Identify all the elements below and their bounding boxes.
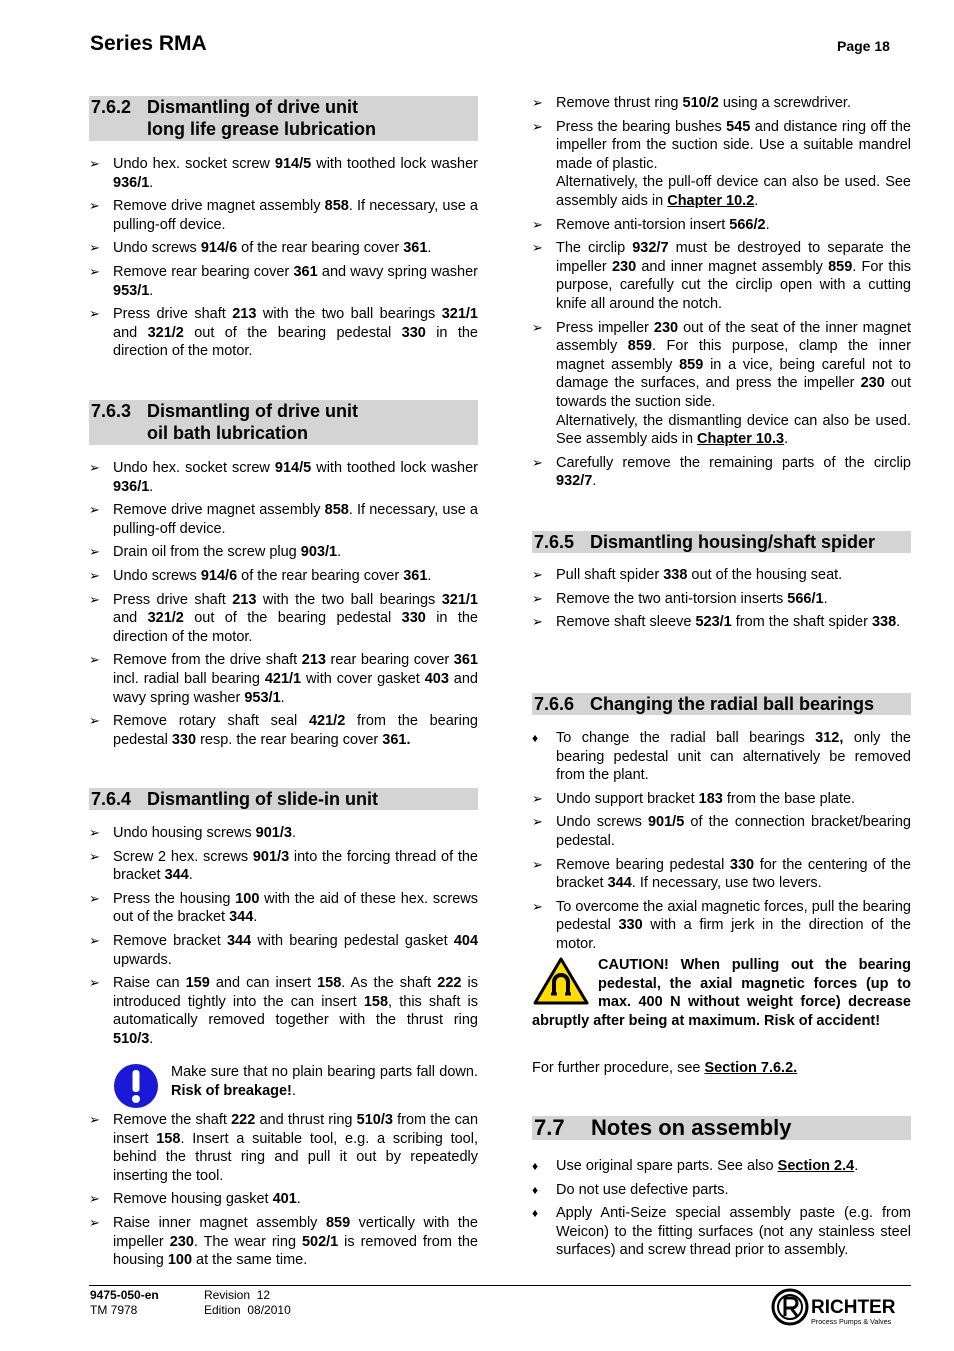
list-item: ➢ Undo screws 914/6 of the rear bearing cover 361. <box>89 567 432 584</box>
list-item: ➢ Remove bearing pedestal 330 for the centering of the bracket 344. If necessary, use two levers. <box>532 856 911 892</box>
cross-reference-link[interactable]: Section 7.6.2. <box>704 1060 798 1076</box>
arrow-bullet-icon: ➢ <box>89 713 100 729</box>
arrow-bullet-icon: ➢ <box>532 216 543 232</box>
list-item: ➢ The circlip 932/7 must be destroyed to separate the impeller 230 and inner magnet assembly 859. For this purpose, carefully cut the circlip open with a cutting knife all around the notch. <box>532 240 911 312</box>
edition-value: 08/2010 <box>247 1303 291 1317</box>
section-number: 7.6.4 <box>91 789 132 809</box>
bold-text: 932/7 <box>632 240 669 257</box>
further-procedure: For further procedure, see Section 7.6.2. <box>532 1060 798 1076</box>
bold-text: 330 <box>401 324 426 341</box>
arrow-bullet-icon: ➢ <box>532 814 543 830</box>
bold-text: 953/1 <box>244 689 281 706</box>
list-item: ➢ Remove anti-torsion insert 566/2. <box>532 216 770 233</box>
arrow-bullet-icon: ➢ <box>89 263 100 279</box>
edition-label: Edition <box>204 1303 241 1317</box>
bold-text: 158 <box>317 975 342 992</box>
bold-text: 344 <box>229 909 254 926</box>
arrow-bullet-icon: ➢ <box>532 614 543 630</box>
section-number: 7.6.6 <box>534 694 575 714</box>
bold-text: 230 <box>653 319 679 336</box>
revision <box>204 1288 270 1303</box>
list-item: ➢ Undo hex. socket screw 914/5 with toothed lock washer 936/1. <box>89 460 478 495</box>
arrow-bullet-icon: ➢ <box>89 156 100 171</box>
list-item: ➢ Remove housing gasket 401. <box>89 1191 301 1208</box>
bold-text: 158 <box>156 1130 181 1147</box>
arrow-bullet-icon: ➢ <box>89 544 100 560</box>
bold-text: 213 <box>301 652 326 669</box>
bold-text: 230 <box>169 1233 194 1250</box>
bold-text: 330 <box>171 731 197 748</box>
list-7-6-4-continued-right <box>532 94 911 496</box>
list-item: ➢ Press drive shaft 213 with the two ball bearings 321/1 and 321/2 out of the bearing pedestal 330 in the direction of the motor. <box>89 306 478 360</box>
exclamation-icon <box>113 1063 159 1109</box>
list-7-6-3 <box>89 459 478 754</box>
diamond-bullet-icon: ♦ <box>532 1159 539 1173</box>
arrow-bullet-icon: ➢ <box>532 118 543 134</box>
bold-text: 859 <box>679 356 704 373</box>
bold-text: 361 <box>403 240 428 257</box>
arrow-bullet-icon: ➢ <box>532 95 543 110</box>
list-item: ➢ Raise can 159 and can insert 158. As the shaft 222 is introduced tightly into the can insert 158, this shaft is automatically removed together with the thrust ring 510/3. <box>89 975 479 1047</box>
bold-text: 344 <box>164 867 189 884</box>
list-item: ➢ Drain oil from the screw plug 903/1. <box>89 544 342 561</box>
bold-text: 566/1 <box>787 590 824 607</box>
bold-text: 901/3 <box>255 825 292 841</box>
list-item: ➢ Undo screws 914/6 of the rear bearing cover 361. <box>89 240 432 257</box>
section-heading-7-6-5 <box>532 531 911 553</box>
arrow-bullet-icon: ➢ <box>89 198 100 214</box>
list-7-6-5 <box>532 566 911 637</box>
list-item: ➢ Remove the shaft 222 and thrust ring 510/3 from the can insert 158. Insert a suitable tool, e.g. a scribing tool, behind the thrust ring and pull it out by repeatedly inserting the tool. <box>89 1112 479 1184</box>
bold-text: 403 <box>424 670 449 687</box>
list-item: ➢ Undo hex. socket screw 914/5 with toothed lock washer 936/1. <box>89 156 478 191</box>
section-title: Changing the radial ball bearings <box>590 694 875 714</box>
list-7-6-4 <box>89 824 478 1054</box>
bold-text: 338 <box>663 567 688 583</box>
bold-text: 321/1 <box>441 306 478 323</box>
bold-text: 510/3 <box>356 1112 393 1128</box>
bold-text: 213 <box>232 306 257 323</box>
bold-text: 312, <box>815 730 844 746</box>
list-item: ➢ Screw 2 hex. screws 901/3 into the forcing thread of the bracket 344. <box>89 848 478 884</box>
bold-text: 858 <box>324 198 349 215</box>
bold-text: 914/6 <box>200 567 238 584</box>
arrow-bullet-icon: ➢ <box>532 454 543 470</box>
caution-box <box>532 956 911 1030</box>
arrow-bullet-icon: ➢ <box>532 240 543 256</box>
bold-text: 230 <box>860 375 885 392</box>
list-item: ➢ Remove drive magnet assembly 858. If necessary, use a pulling-off device. <box>89 198 478 233</box>
list-item: ♦ Use original spare parts. See also Section 2.4. <box>532 1158 859 1174</box>
bold-text: 158 <box>363 993 389 1010</box>
arrow-bullet-icon: ➢ <box>89 1214 100 1230</box>
list-item: ➢ Remove thrust ring 510/2 using a screwdriver. <box>532 95 851 111</box>
bold-text: 361 <box>403 567 428 584</box>
bold-text: 502/1 <box>301 1233 339 1250</box>
bold-text: 859 <box>828 258 853 275</box>
arrow-bullet-icon: ➢ <box>532 567 543 582</box>
cross-reference-link[interactable]: Section 2.4 <box>777 1158 855 1174</box>
bold-text: 338 <box>871 614 897 631</box>
diamond-bullet-icon: ♦ <box>532 731 539 745</box>
arrow-bullet-icon: ➢ <box>532 319 543 335</box>
arrow-bullet-icon: ➢ <box>532 898 543 914</box>
revision-value: 12 <box>256 1288 271 1302</box>
bold-text: Risk of breakage! <box>171 1082 292 1099</box>
bold-text: 321/2 <box>147 610 184 627</box>
arrow-bullet-icon: ➢ <box>89 652 100 668</box>
section-heading-7-7 <box>532 1116 911 1140</box>
diamond-bullet-icon: ♦ <box>532 1182 539 1197</box>
arrow-bullet-icon: ➢ <box>89 1112 100 1127</box>
bold-text: 321/2 <box>147 324 184 341</box>
bold-text: 344 <box>226 932 252 949</box>
bold-text: 222 <box>231 1112 256 1128</box>
arrow-bullet-icon: ➢ <box>89 502 100 518</box>
doc-number: 9475-050-en <box>90 1288 159 1302</box>
list-item: ➢ Undo screws 901/5 of the connection bracket/bearing pedestal. <box>532 814 912 849</box>
section-title: Dismantling of drive unit <box>147 401 359 421</box>
bold-text: 401 <box>272 1191 297 1208</box>
cross-reference-link[interactable]: Chapter 10.2 <box>667 192 755 209</box>
list-item: ➢ Remove bracket 344 with bearing pedestal gasket 404 upwards. <box>89 932 479 968</box>
list-7-6-2 <box>89 155 478 366</box>
section-heading-7-6-4 <box>89 788 478 810</box>
arrow-bullet-icon: ➢ <box>532 790 543 806</box>
arrow-bullet-icon: ➢ <box>89 567 100 583</box>
bold-text: 213 <box>232 591 257 608</box>
bold-text: 523/1 <box>695 614 732 631</box>
arrow-bullet-icon: ➢ <box>89 975 100 991</box>
bold-text: 936/1 <box>113 478 150 495</box>
list-item: ➢ Pull shaft spider 338 out of the housing seat. <box>532 567 843 583</box>
edition <box>204 1303 291 1318</box>
list-item: ♦ Do not use defective parts. <box>532 1181 729 1198</box>
list-item: ➢ Press the bearing bushes 545 and distance ring off the impeller from the suction side. Use a suitable mandrel made of plastic. Alternatively, the pull-off device can also be used. See assembly aids in Chapter 10.2. <box>532 118 911 209</box>
list-item: ➢ Remove rear bearing cover 361 and wavy spring washer 953/1. <box>89 263 478 299</box>
list-item: ➢ To overcome the axial magnetic forces, pull the bearing pedestal 330 with a firm jerk in the direction of the motor. <box>532 898 911 952</box>
caution-text: CAUTION! When pulling out the bearing pedestal, the axial magnetic forces (up to max. 400 N without weight force) decrease abruptly after being at maximum. Risk of accident! <box>532 957 911 1029</box>
arrow-bullet-icon: ➢ <box>89 306 100 322</box>
arrow-bullet-icon: ➢ <box>89 240 100 256</box>
arrow-bullet-icon: ➢ <box>89 890 100 906</box>
section-title: Dismantling of drive unit <box>147 97 359 117</box>
section-heading-7-6-3 <box>89 400 478 445</box>
arrow-bullet-icon: ➢ <box>532 856 543 872</box>
section-number: 7.6.3 <box>91 401 132 421</box>
bold-text: 566/2 <box>729 216 766 233</box>
bold-text: 421/1 <box>264 670 302 687</box>
list-item: ➢ Undo housing screws 901/3. <box>89 825 296 841</box>
header-title: Series RMA <box>90 32 207 55</box>
list-item: ♦ Apply Anti-Seize special assembly paste (e.g. from Weicon) to the fitting surfaces (not any stainless steel surfaces) and screw thread prior to assembly. <box>532 1205 911 1259</box>
cross-reference-link[interactable]: Chapter 10.3 <box>697 431 785 448</box>
logo-subtext: Process Pumps & Valves <box>811 1317 892 1326</box>
bold-text: 222 <box>437 975 462 992</box>
bold-text: 914/5 <box>274 460 312 476</box>
bold-text: 361 <box>293 263 318 280</box>
bold-text: 903/1 <box>300 544 338 561</box>
section-title: Notes on assembly <box>591 1115 792 1140</box>
bold-text: 321/1 <box>441 591 478 608</box>
list-item: ♦ To change the radial ball bearings 312, only the bearing pedestal unit can alternatively be removed from the plant. <box>532 730 911 784</box>
warning-magnet-icon <box>532 956 590 1006</box>
bold-text: 330 <box>618 917 643 934</box>
section-title: Dismantling of slide-in unit <box>147 789 378 809</box>
bold-text: 404 <box>453 932 479 949</box>
list-7-6-6 <box>532 729 911 959</box>
revision-label: Revision <box>204 1288 251 1302</box>
section-number: 7.6.2 <box>91 97 132 117</box>
bold-text: 510/3 <box>113 1030 150 1047</box>
bold-text: 901/5 <box>647 814 685 831</box>
bold-text: 914/5 <box>274 156 312 172</box>
list-item: ➢ Remove rotary shaft seal 421/2 from the bearing pedestal 330 resp. the rear bearing cover 361. <box>89 713 478 748</box>
list-item: ➢ Remove the two anti-torsion inserts 566/1. <box>532 590 828 607</box>
diamond-bullet-icon: ♦ <box>532 1206 539 1221</box>
section-heading-7-6-6 <box>532 693 911 715</box>
section-title-line2: long life grease lubrication <box>147 119 377 139</box>
arrow-bullet-icon: ➢ <box>89 1191 100 1207</box>
section-number: 7.6.5 <box>534 532 575 552</box>
bold-text: 330 <box>729 856 755 873</box>
page-number: Page 18 <box>837 38 890 54</box>
bold-text: 159 <box>185 975 210 992</box>
note-box <box>89 1063 478 1100</box>
list-item: ➢ Raise inner magnet assembly 859 vertically with the impeller 230. The wear ring 502/1 is removed from the housing 100 at the same time. <box>89 1214 478 1269</box>
bold-text: 510/2 <box>682 95 719 111</box>
arrow-bullet-icon: ➢ <box>532 590 543 606</box>
tm-number: TM 7978 <box>90 1303 138 1317</box>
richter-logo <box>771 1288 911 1328</box>
bold-text: 859 <box>627 338 652 355</box>
arrow-bullet-icon: ➢ <box>89 825 100 840</box>
bold-text: 953/1 <box>113 282 150 299</box>
section-heading-7-6-2 <box>89 96 478 141</box>
arrow-bullet-icon: ➢ <box>89 591 100 607</box>
arrow-bullet-icon: ➢ <box>89 848 100 864</box>
arrow-bullet-icon: ➢ <box>89 460 100 475</box>
bold-text: decrease abruptly after being at maximum. Risk of accident! <box>532 994 911 1029</box>
list-item: ➢ Press impeller 230 out of the seat of the inner magnet assembly 859. For this purpose, clamp the inner magnet assembly 859 in a vice, being careful not to damage the surfaces, and press the impeller 230 out towards the suction side. Alternatively, the dismantling device can also be used. See assembly aids in Chapter 10.3. <box>532 319 912 448</box>
bold-text: 100 <box>235 890 260 907</box>
bold-text: 183 <box>698 790 723 807</box>
bold-text: 936/1 <box>113 174 150 191</box>
bold-text: 361. <box>382 731 411 748</box>
bold-text: 914/6 <box>200 240 238 257</box>
list-item: ➢ Press drive shaft 213 with the two ball bearings 321/1 and 321/2 out of the bearing pedestal 330 in the direction of the motor. <box>89 591 478 645</box>
list-7-6-4-continued <box>89 1111 478 1275</box>
section-title-line2: oil bath lubrication <box>147 423 308 443</box>
bold-text: 100 <box>167 1252 193 1269</box>
section-title: Dismantling housing/shaft spider <box>590 532 876 552</box>
section-number: 7.7 <box>534 1115 565 1140</box>
list-item: ➢ Remove drive magnet assembly 858. If necessary, use a pulling-off device. <box>89 502 478 537</box>
bold-text: 344 <box>607 875 632 892</box>
list-item: ➢ Remove shaft sleeve 523/1 from the shaft spider 338. <box>532 614 901 631</box>
arrow-bullet-icon: ➢ <box>89 932 100 948</box>
list-item: ➢ Carefully remove the remaining parts of the circlip 932/7. <box>532 454 911 490</box>
bold-text: 901/3 <box>252 848 290 865</box>
list-item: ➢ Press the housing 100 with the aid of these hex. screws out of the bracket 344. <box>89 890 478 926</box>
bold-text: CAUTION! When pulling out the bearing pedestal, the axial magnetic forces <box>598 957 911 992</box>
bold-text: 230 <box>611 258 637 275</box>
logo-text: RICHTER <box>811 1297 896 1318</box>
bold-text: 932/7 <box>556 473 593 490</box>
list-7-7 <box>532 1157 911 1265</box>
note-text: Make sure that no plain bearing parts fall down. Risk of breakage!. <box>171 1064 478 1099</box>
bold-text: 545 <box>726 118 751 135</box>
bold-text: 858 <box>324 502 349 519</box>
list-item: ➢ Undo support bracket 183 from the base plate. <box>532 790 856 807</box>
bold-text: 330 <box>401 610 426 627</box>
list-item: ➢ Remove from the drive shaft 213 rear bearing cover 361 incl. radial ball bearing 421/1 with cover gasket 403 and wavy spring washer 953/1. <box>89 652 478 706</box>
bold-text: 361 <box>453 652 478 669</box>
bold-text: 421/2 <box>308 713 346 730</box>
footer-divider <box>89 1285 911 1286</box>
bold-text: 859 <box>325 1214 351 1231</box>
